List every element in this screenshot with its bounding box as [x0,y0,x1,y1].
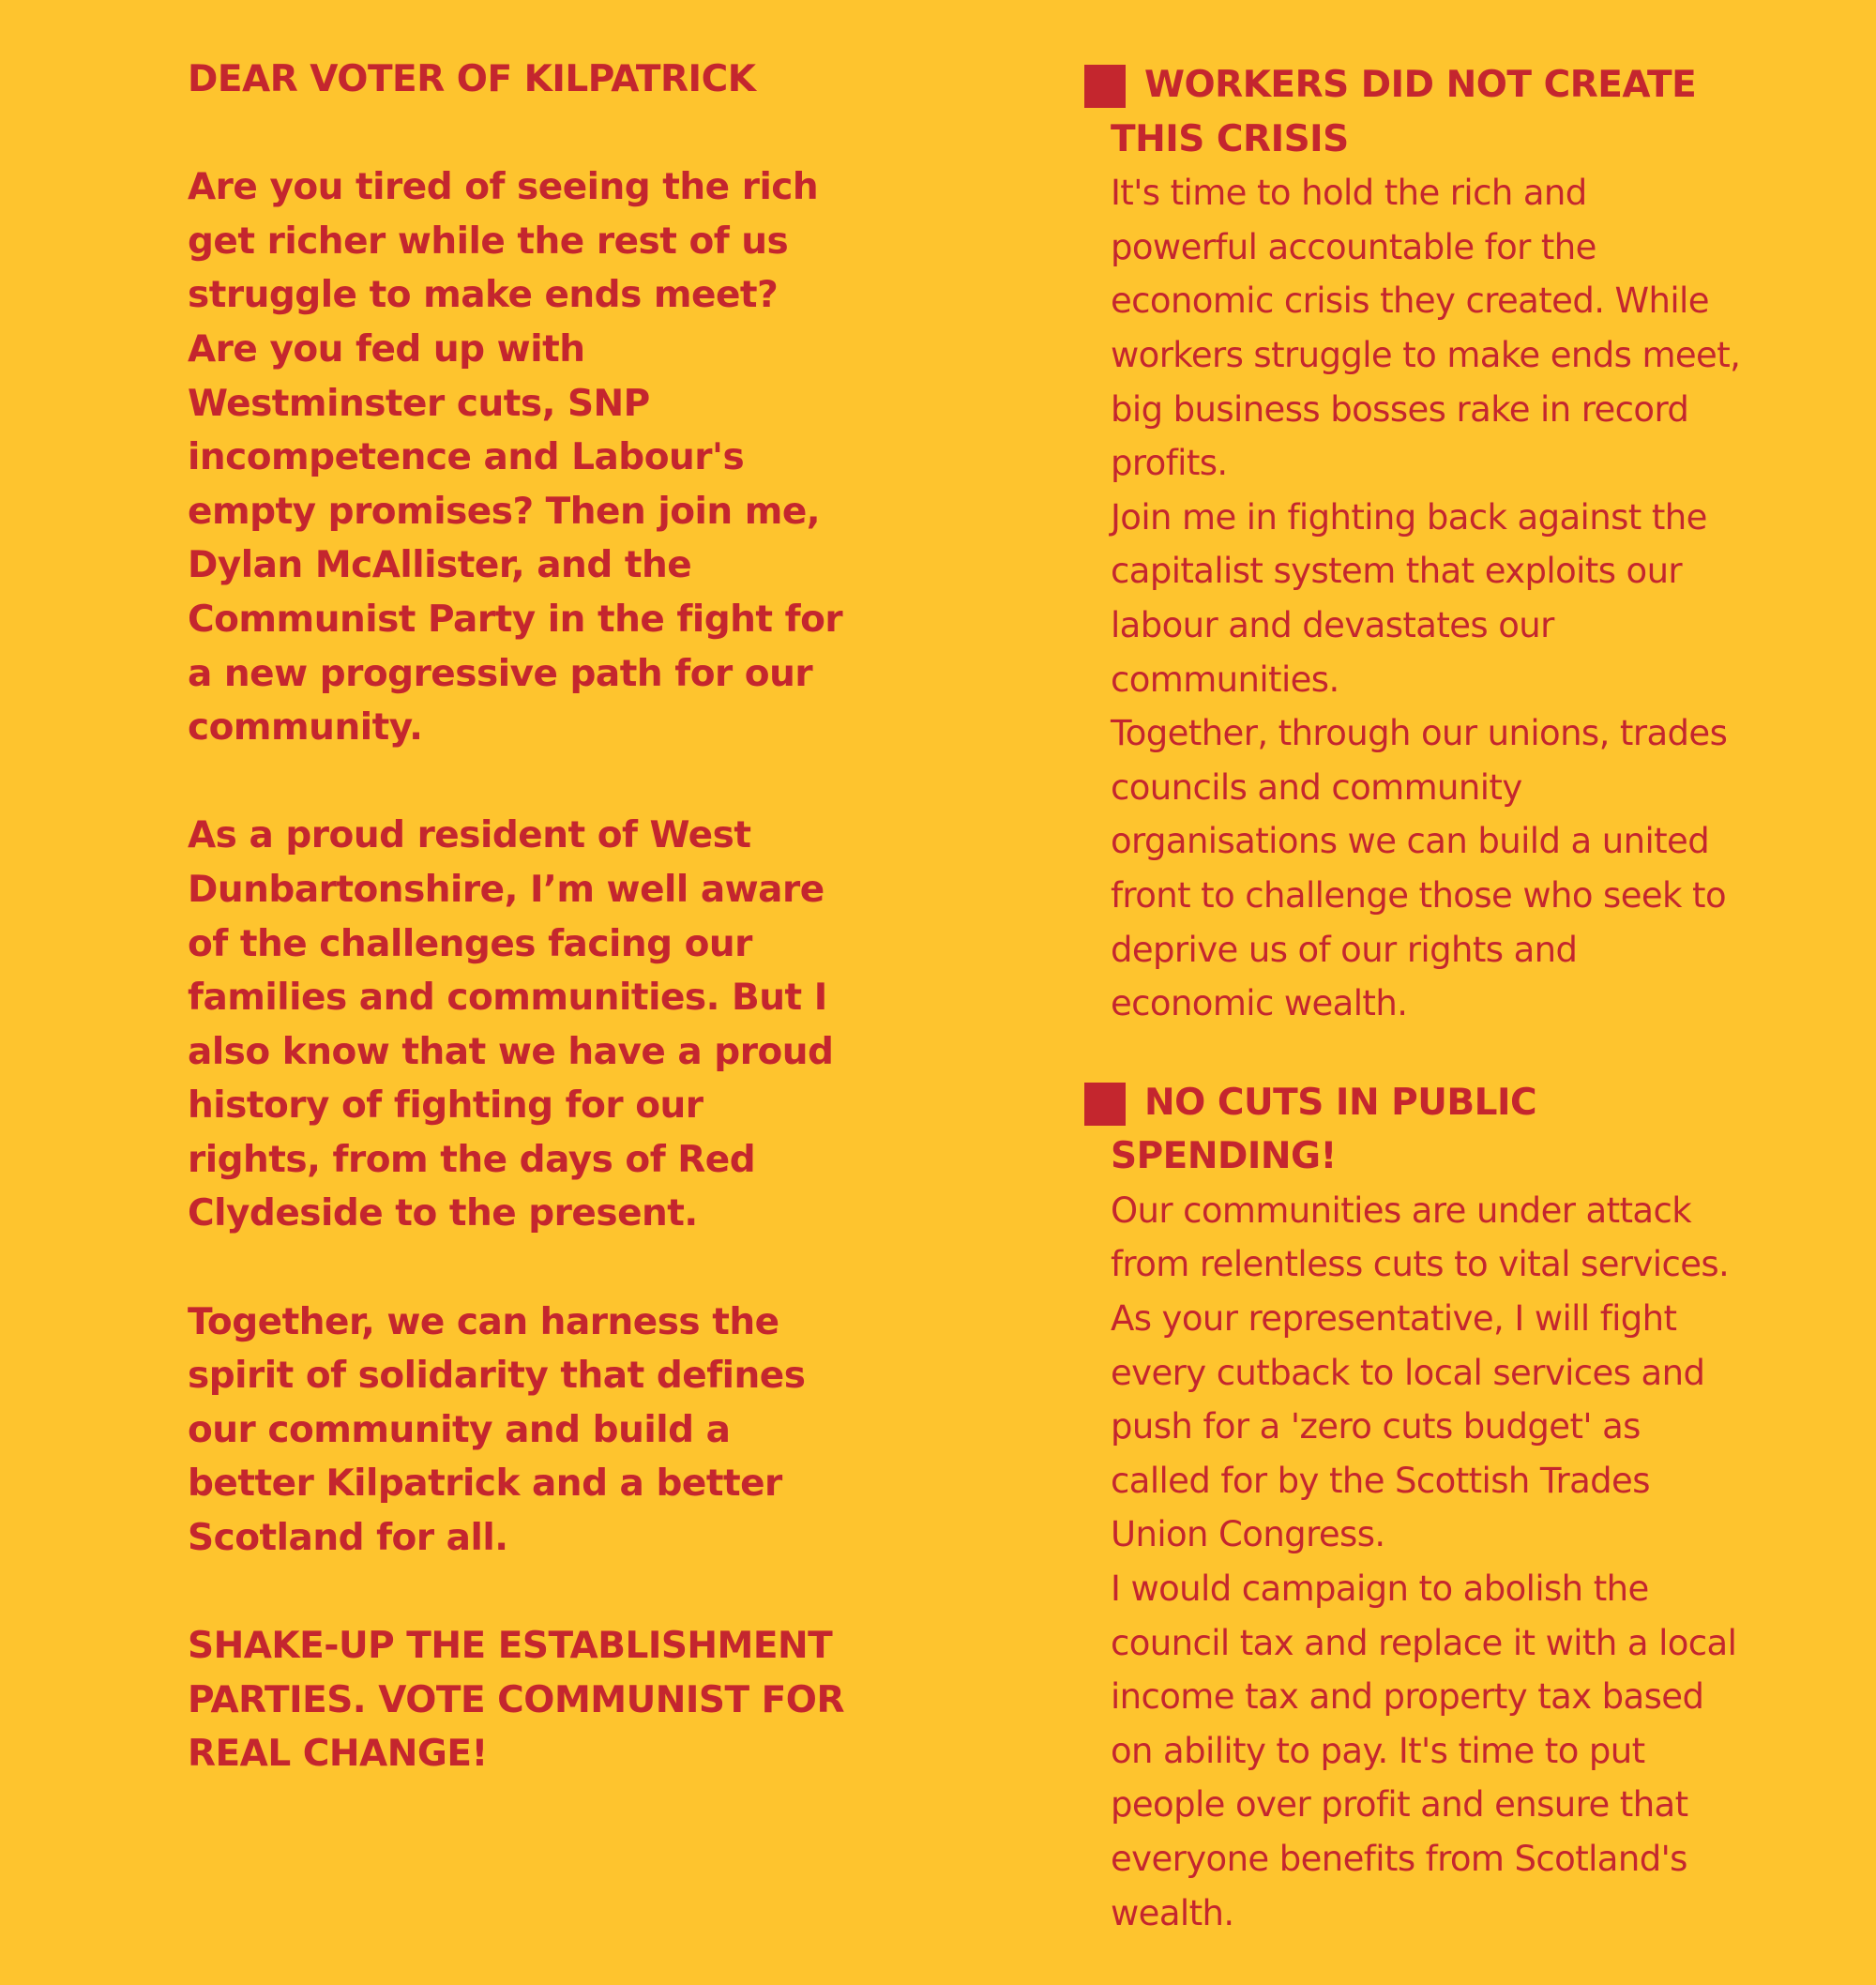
letter-paragraph-1: Are you tired of seeing the rich get richer while the rest of us struggle to make ends meet? Are you fed up with Westminster cuts, SNP incompetence and Labour's empty promises? Then join me, Dylan McAllister, and the Communist Party in the fight for a new progressive path for our community. [188,166,843,750]
section-title-text: NO CUTS IN PUBLIC SPENDING! [1111,1081,1537,1178]
letter-heading: DEAR VOTER OF KILPATRICK [188,58,756,100]
section-paragraph: It's time to hold the rich and powerful accountable for the economic crisis they created. While workers struggle to make ends meet, big business bosses rake in record profits. [1111,173,1741,484]
policy-section-workers-crisis [1086,58,1743,1031]
policy-column [1086,58,1743,1985]
section-title-text: WORKERS DID NOT CREATE THIS CRISIS [1111,64,1697,160]
section-body [1086,166,1743,1031]
section-paragraph: Our communities are under attack from relentless cuts to vital services. As your representative, I will fight every cutback to local services and push for a 'zero cuts budget' as called for by the Scottish Trades Union Congress. [1111,1189,1730,1555]
section-title [1086,58,1743,166]
letter-column [188,53,844,1781]
letter-paragraph-3: Together, we can harness the spirit of solidarity that defines our community and build a better Kilpatrick and a better Scotland for all. [188,1300,806,1560]
policy-section-no-cuts [1086,1076,1743,1941]
closing-slogan: SHAKE-UP THE ESTABLISHMENT PARTIES. VOTE COMMUNIST FOR REAL CHANGE! [188,1625,844,1776]
section-title [1086,1076,1743,1184]
square-bullet-icon [1084,65,1126,108]
letter-paragraph-2: As a proud resident of West Dunbartonshire, I’m well aware of the challenges facing our families and communities. But I also know that we have a proud history of fighting for our rights, from the days of Red Clydeside to the present. [188,814,834,1235]
section-paragraph: I would campaign to abolish the council tax and replace it with a local income tax and property tax based on ability to pay. It's time to put people over profit and ensure that everyone benefits from Scotland's wealth. [1111,1568,1737,1933]
section-body [1086,1184,1743,1940]
section-paragraph: Join me in fighting back against the capitalist system that exploits our labour and devastates our communities. [1111,496,1707,700]
square-bullet-icon [1084,1083,1126,1126]
section-paragraph: Together, through our unions, trades councils and community organisations we can build a united front to challenge those who seek to deprive us of our rights and economic wealth. [1111,713,1728,1024]
